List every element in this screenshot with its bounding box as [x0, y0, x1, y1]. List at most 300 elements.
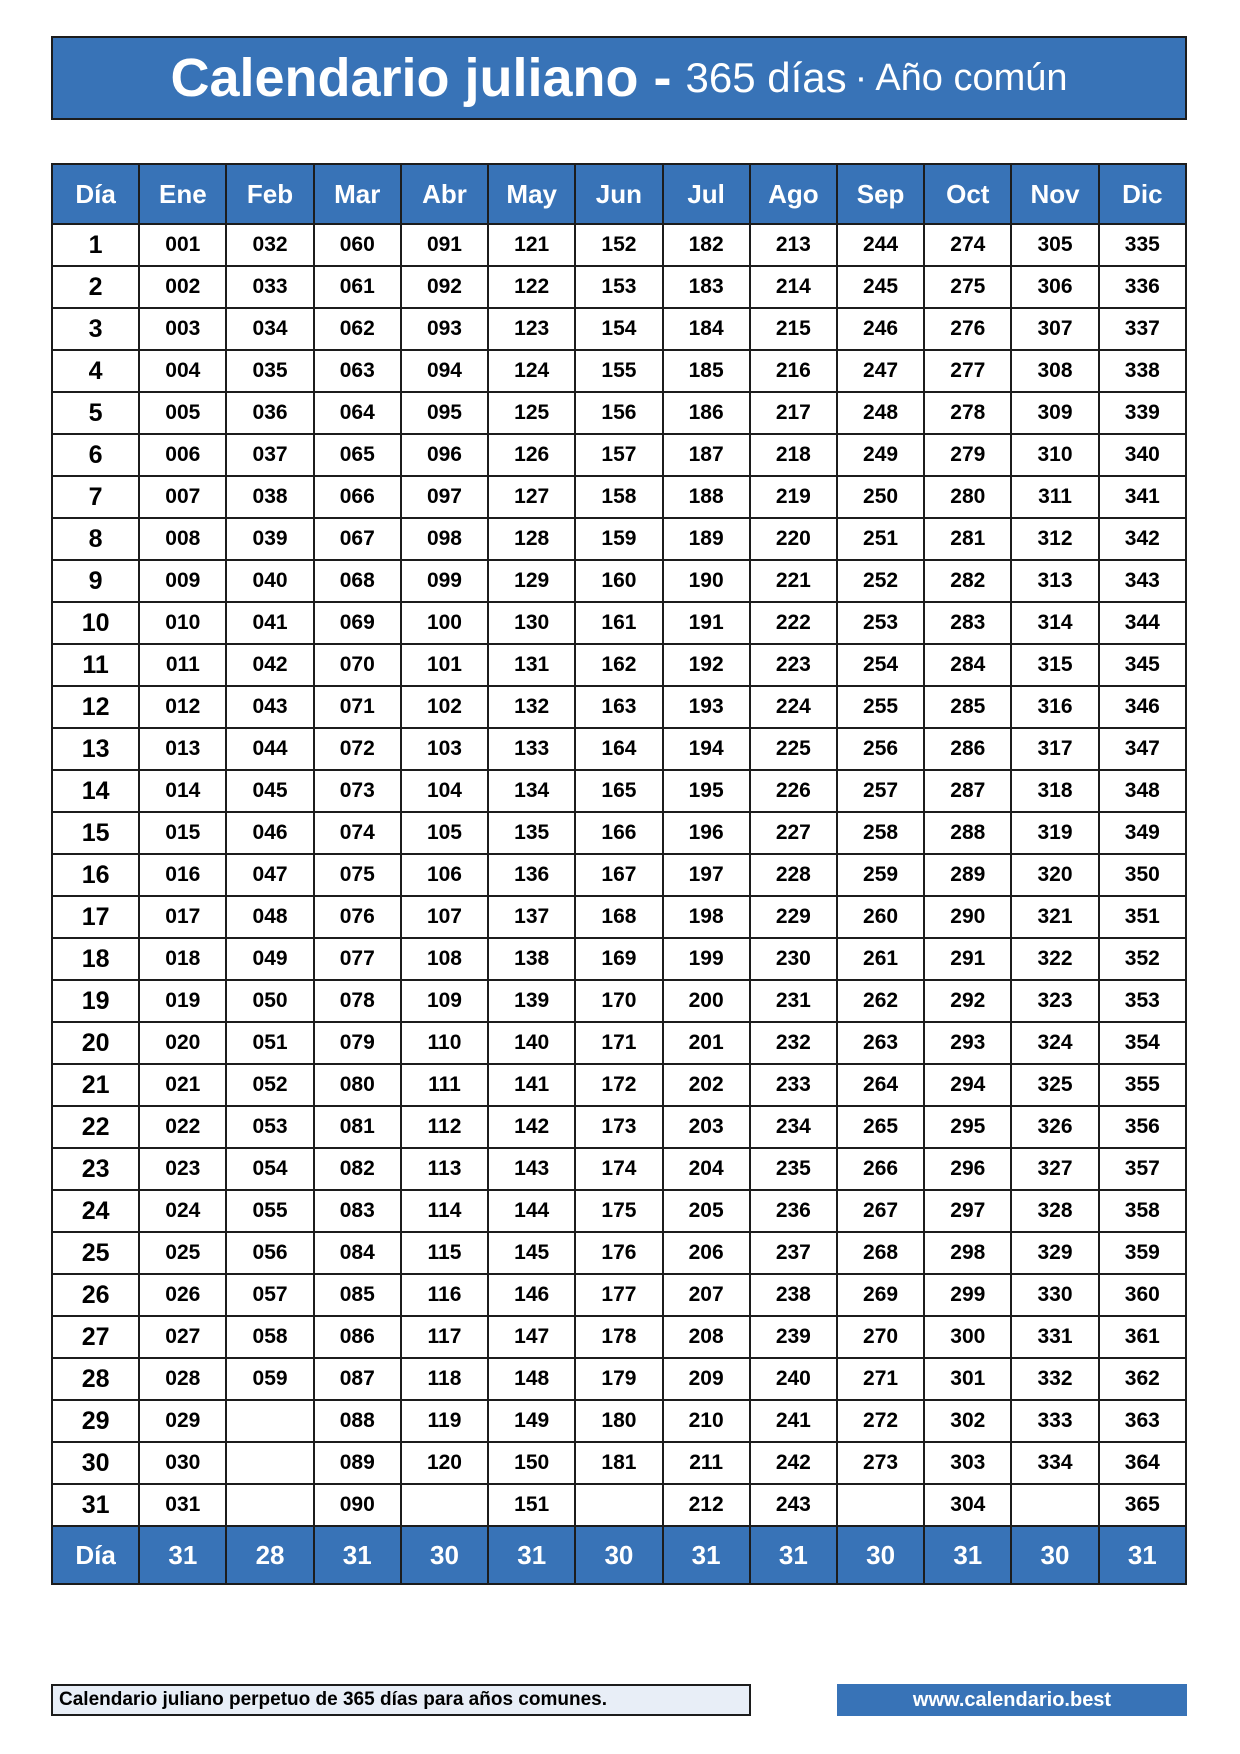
julian-day-cell: 018: [139, 938, 226, 980]
julian-day-cell: 179: [575, 1358, 662, 1400]
julian-day-cell: 037: [226, 434, 313, 476]
header-month: Oct: [924, 164, 1011, 224]
day-number-cell: 18: [52, 938, 139, 980]
julian-day-cell: 118: [401, 1358, 488, 1400]
julian-day-cell: 287: [924, 770, 1011, 812]
day-number-cell: 26: [52, 1274, 139, 1316]
julian-day-cell: 109: [401, 980, 488, 1022]
julian-day-cell: 182: [663, 224, 750, 266]
table-row: [52, 644, 1186, 686]
julian-day-cell: 202: [663, 1064, 750, 1106]
julian-day-cell: 186: [663, 392, 750, 434]
julian-day-cell: 365: [1099, 1484, 1186, 1526]
julian-day-cell: 107: [401, 896, 488, 938]
julian-day-cell: 324: [1011, 1022, 1098, 1064]
julian-day-cell: 191: [663, 602, 750, 644]
julian-day-cell: 245: [837, 266, 924, 308]
julian-day-cell: 299: [924, 1274, 1011, 1316]
julian-day-cell: 122: [488, 266, 575, 308]
julian-day-cell: 227: [750, 812, 837, 854]
julian-day-cell: 345: [1099, 644, 1186, 686]
julian-day-cell: 025: [139, 1232, 226, 1274]
julian-day-cell: 012: [139, 686, 226, 728]
website-link[interactable]: www.calendario.best: [837, 1684, 1187, 1716]
table-row: [52, 1442, 1186, 1484]
month-day-count: 31: [314, 1526, 401, 1584]
julian-day-cell: 268: [837, 1232, 924, 1274]
julian-day-cell: 244: [837, 224, 924, 266]
julian-day-cell: 323: [1011, 980, 1098, 1022]
julian-day-cell: 128: [488, 518, 575, 560]
julian-day-cell: 335: [1099, 224, 1186, 266]
month-day-count: 30: [401, 1526, 488, 1584]
julian-day-cell: 264: [837, 1064, 924, 1106]
table-row: [52, 980, 1186, 1022]
julian-day-cell: 218: [750, 434, 837, 476]
julian-day-cell: 083: [314, 1190, 401, 1232]
julian-day-cell: 026: [139, 1274, 226, 1316]
julian-day-cell: 325: [1011, 1064, 1098, 1106]
julian-day-cell: 275: [924, 266, 1011, 308]
julian-day-cell: 058: [226, 1316, 313, 1358]
day-number-cell: 23: [52, 1148, 139, 1190]
footer-day-label: Día: [52, 1526, 139, 1584]
day-number-cell: 4: [52, 350, 139, 392]
julian-day-cell: 175: [575, 1190, 662, 1232]
julian-day-cell: 166: [575, 812, 662, 854]
julian-day-cell: 052: [226, 1064, 313, 1106]
header-month: May: [488, 164, 575, 224]
julian-day-cell: 081: [314, 1106, 401, 1148]
julian-day-cell: 283: [924, 602, 1011, 644]
julian-day-cell: 205: [663, 1190, 750, 1232]
julian-day-cell: 295: [924, 1106, 1011, 1148]
julian-day-cell: 348: [1099, 770, 1186, 812]
julian-day-cell: 237: [750, 1232, 837, 1274]
julian-day-cell: 251: [837, 518, 924, 560]
month-day-count: 31: [750, 1526, 837, 1584]
julian-day-cell: 286: [924, 728, 1011, 770]
julian-day-cell: 165: [575, 770, 662, 812]
julian-day-cell: 074: [314, 812, 401, 854]
julian-day-cell: 276: [924, 308, 1011, 350]
julian-day-cell: 057: [226, 1274, 313, 1316]
julian-day-cell: 217: [750, 392, 837, 434]
julian-day-cell: 241: [750, 1400, 837, 1442]
julian-day-cell: 342: [1099, 518, 1186, 560]
julian-day-cell: 119: [401, 1400, 488, 1442]
julian-day-cell: 284: [924, 644, 1011, 686]
julian-day-cell: 339: [1099, 392, 1186, 434]
julian-day-cell: 144: [488, 1190, 575, 1232]
julian-day-cell: 272: [837, 1400, 924, 1442]
julian-day-cell: 172: [575, 1064, 662, 1106]
julian-day-cell: 072: [314, 728, 401, 770]
julian-day-cell: 337: [1099, 308, 1186, 350]
julian-day-cell: 290: [924, 896, 1011, 938]
julian-day-cell: 343: [1099, 560, 1186, 602]
day-number-cell: 21: [52, 1064, 139, 1106]
julian-day-cell: 157: [575, 434, 662, 476]
julian-day-cell: [837, 1484, 924, 1526]
julian-day-cell: 064: [314, 392, 401, 434]
julian-day-cell: 289: [924, 854, 1011, 896]
julian-day-cell: 010: [139, 602, 226, 644]
julian-day-cell: 190: [663, 560, 750, 602]
julian-day-cell: 266: [837, 1148, 924, 1190]
julian-day-cell: 075: [314, 854, 401, 896]
month-day-count: 31: [924, 1526, 1011, 1584]
julian-day-cell: 110: [401, 1022, 488, 1064]
julian-day-cell: 320: [1011, 854, 1098, 896]
julian-day-cell: 221: [750, 560, 837, 602]
julian-day-cell: 304: [924, 1484, 1011, 1526]
julian-day-cell: 084: [314, 1232, 401, 1274]
julian-day-cell: 220: [750, 518, 837, 560]
table-row: [52, 686, 1186, 728]
julian-day-cell: 035: [226, 350, 313, 392]
julian-day-cell: 176: [575, 1232, 662, 1274]
julian-day-cell: 042: [226, 644, 313, 686]
julian-day-cell: 330: [1011, 1274, 1098, 1316]
julian-day-cell: 177: [575, 1274, 662, 1316]
julian-day-cell: 298: [924, 1232, 1011, 1274]
header-row: [52, 164, 1186, 224]
day-number-cell: 7: [52, 476, 139, 518]
julian-day-cell: 207: [663, 1274, 750, 1316]
julian-day-cell: 065: [314, 434, 401, 476]
day-number-cell: 22: [52, 1106, 139, 1148]
table-row: [52, 476, 1186, 518]
table-row: [52, 938, 1186, 980]
julian-day-cell: 184: [663, 308, 750, 350]
julian-day-cell: 247: [837, 350, 924, 392]
julian-day-cell: 232: [750, 1022, 837, 1064]
julian-day-cell: 198: [663, 896, 750, 938]
julian-day-cell: 062: [314, 308, 401, 350]
table-row: [52, 896, 1186, 938]
julian-day-cell: 185: [663, 350, 750, 392]
month-day-count: 31: [139, 1526, 226, 1584]
julian-day-cell: 089: [314, 1442, 401, 1484]
table-row: [52, 1190, 1186, 1232]
julian-day-cell: 265: [837, 1106, 924, 1148]
julian-day-cell: 068: [314, 560, 401, 602]
julian-day-cell: 104: [401, 770, 488, 812]
julian-day-cell: 297: [924, 1190, 1011, 1232]
julian-day-cell: 353: [1099, 980, 1186, 1022]
julian-day-cell: 216: [750, 350, 837, 392]
julian-day-cell: 334: [1011, 1442, 1098, 1484]
julian-day-cell: 067: [314, 518, 401, 560]
day-number-cell: 20: [52, 1022, 139, 1064]
julian-day-cell: 094: [401, 350, 488, 392]
julian-day-cell: 117: [401, 1316, 488, 1358]
julian-day-cell: 039: [226, 518, 313, 560]
julian-day-cell: 154: [575, 308, 662, 350]
julian-day-cell: 034: [226, 308, 313, 350]
julian-day-cell: 364: [1099, 1442, 1186, 1484]
month-day-count: 31: [663, 1526, 750, 1584]
julian-day-cell: 230: [750, 938, 837, 980]
table-row: [52, 350, 1186, 392]
julian-day-cell: 257: [837, 770, 924, 812]
julian-day-cell: 305: [1011, 224, 1098, 266]
day-number-cell: 27: [52, 1316, 139, 1358]
julian-day-cell: 131: [488, 644, 575, 686]
julian-day-cell: 073: [314, 770, 401, 812]
julian-day-cell: 312: [1011, 518, 1098, 560]
footer-row: [52, 1526, 1186, 1584]
julian-day-cell: 001: [139, 224, 226, 266]
julian-day-cell: 077: [314, 938, 401, 980]
day-number-cell: 11: [52, 644, 139, 686]
julian-day-cell: 014: [139, 770, 226, 812]
julian-day-cell: 180: [575, 1400, 662, 1442]
julian-day-cell: 017: [139, 896, 226, 938]
title-year-type: Año común: [875, 56, 1068, 99]
julian-day-cell: 278: [924, 392, 1011, 434]
julian-day-cell: 209: [663, 1358, 750, 1400]
julian-day-cell: 212: [663, 1484, 750, 1526]
day-number-cell: 1: [52, 224, 139, 266]
julian-day-cell: 004: [139, 350, 226, 392]
julian-day-cell: 314: [1011, 602, 1098, 644]
julian-day-cell: 015: [139, 812, 226, 854]
julian-day-cell: 076: [314, 896, 401, 938]
julian-day-cell: 233: [750, 1064, 837, 1106]
julian-day-cell: 201: [663, 1022, 750, 1064]
julian-day-cell: 044: [226, 728, 313, 770]
julian-day-cell: 204: [663, 1148, 750, 1190]
julian-day-cell: 292: [924, 980, 1011, 1022]
julian-day-cell: 090: [314, 1484, 401, 1526]
page-title: [51, 36, 1187, 120]
julian-day-cell: 296: [924, 1148, 1011, 1190]
julian-day-cell: 291: [924, 938, 1011, 980]
julian-day-cell: 061: [314, 266, 401, 308]
julian-day-cell: 282: [924, 560, 1011, 602]
julian-day-cell: 358: [1099, 1190, 1186, 1232]
julian-day-cell: 036: [226, 392, 313, 434]
julian-day-cell: 329: [1011, 1232, 1098, 1274]
julian-day-cell: 045: [226, 770, 313, 812]
julian-day-cell: 098: [401, 518, 488, 560]
julian-day-cell: 112: [401, 1106, 488, 1148]
julian-day-cell: 160: [575, 560, 662, 602]
julian-day-cell: 242: [750, 1442, 837, 1484]
julian-day-cell: 173: [575, 1106, 662, 1148]
julian-day-cell: 133: [488, 728, 575, 770]
julian-day-cell: 138: [488, 938, 575, 980]
julian-day-cell: 022: [139, 1106, 226, 1148]
julian-day-cell: 226: [750, 770, 837, 812]
julian-day-cell: 279: [924, 434, 1011, 476]
julian-day-cell: 016: [139, 854, 226, 896]
julian-day-cell: 033: [226, 266, 313, 308]
day-number-cell: 24: [52, 1190, 139, 1232]
julian-day-cell: 208: [663, 1316, 750, 1358]
julian-day-cell: 313: [1011, 560, 1098, 602]
julian-day-cell: 123: [488, 308, 575, 350]
julian-day-cell: 108: [401, 938, 488, 980]
julian-day-cell: 261: [837, 938, 924, 980]
julian-day-cell: 007: [139, 476, 226, 518]
julian-day-cell: 093: [401, 308, 488, 350]
julian-day-cell: [1011, 1484, 1098, 1526]
day-number-cell: 13: [52, 728, 139, 770]
julian-day-cell: 127: [488, 476, 575, 518]
julian-day-cell: [401, 1484, 488, 1526]
julian-day-cell: 013: [139, 728, 226, 770]
julian-day-cell: 105: [401, 812, 488, 854]
julian-day-cell: 096: [401, 434, 488, 476]
day-number-cell: 9: [52, 560, 139, 602]
julian-calendar-table: [51, 163, 1187, 1585]
julian-day-cell: 255: [837, 686, 924, 728]
julian-day-cell: 206: [663, 1232, 750, 1274]
julian-day-cell: 333: [1011, 1400, 1098, 1442]
month-day-count: 30: [1011, 1526, 1098, 1584]
julian-day-cell: 254: [837, 644, 924, 686]
table-row: [52, 434, 1186, 476]
julian-day-cell: 140: [488, 1022, 575, 1064]
julian-day-cell: [226, 1400, 313, 1442]
footer-note: Calendario juliano perpetuo de 365 días para años comunes.: [51, 1684, 751, 1716]
julian-day-cell: 130: [488, 602, 575, 644]
julian-day-cell: 235: [750, 1148, 837, 1190]
table-row: [52, 1022, 1186, 1064]
table-row: [52, 1232, 1186, 1274]
table-row: [52, 1106, 1186, 1148]
julian-day-cell: 354: [1099, 1022, 1186, 1064]
julian-day-cell: 228: [750, 854, 837, 896]
julian-day-cell: 302: [924, 1400, 1011, 1442]
julian-day-cell: 143: [488, 1148, 575, 1190]
julian-day-cell: 125: [488, 392, 575, 434]
header-month: Feb: [226, 164, 313, 224]
julian-day-cell: 253: [837, 602, 924, 644]
julian-day-cell: 152: [575, 224, 662, 266]
julian-day-cell: 192: [663, 644, 750, 686]
julian-day-cell: 359: [1099, 1232, 1186, 1274]
julian-day-cell: 361: [1099, 1316, 1186, 1358]
julian-day-cell: 219: [750, 476, 837, 518]
julian-day-cell: 155: [575, 350, 662, 392]
julian-day-cell: 303: [924, 1442, 1011, 1484]
julian-day-cell: 060: [314, 224, 401, 266]
julian-day-cell: 099: [401, 560, 488, 602]
julian-day-cell: 156: [575, 392, 662, 434]
julian-day-cell: 288: [924, 812, 1011, 854]
julian-day-cell: 167: [575, 854, 662, 896]
julian-day-cell: 050: [226, 980, 313, 1022]
day-number-cell: 17: [52, 896, 139, 938]
julian-day-cell: 097: [401, 476, 488, 518]
julian-day-cell: 031: [139, 1484, 226, 1526]
julian-day-cell: 148: [488, 1358, 575, 1400]
julian-day-cell: 145: [488, 1232, 575, 1274]
day-number-cell: 6: [52, 434, 139, 476]
julian-day-cell: 056: [226, 1232, 313, 1274]
julian-day-cell: 338: [1099, 350, 1186, 392]
julian-day-cell: 273: [837, 1442, 924, 1484]
julian-day-cell: 234: [750, 1106, 837, 1148]
title-separator: ·: [854, 56, 868, 99]
julian-day-cell: 029: [139, 1400, 226, 1442]
julian-day-cell: 197: [663, 854, 750, 896]
julian-day-cell: 194: [663, 728, 750, 770]
julian-day-cell: 281: [924, 518, 1011, 560]
julian-day-cell: 267: [837, 1190, 924, 1232]
julian-day-cell: 079: [314, 1022, 401, 1064]
julian-day-cell: 183: [663, 266, 750, 308]
table-row: [52, 1358, 1186, 1400]
table-row: [52, 518, 1186, 560]
julian-day-cell: 349: [1099, 812, 1186, 854]
julian-day-cell: 352: [1099, 938, 1186, 980]
julian-day-cell: 139: [488, 980, 575, 1022]
julian-day-cell: 095: [401, 392, 488, 434]
julian-day-cell: 357: [1099, 1148, 1186, 1190]
julian-day-cell: 049: [226, 938, 313, 980]
julian-day-cell: 307: [1011, 308, 1098, 350]
julian-day-cell: 163: [575, 686, 662, 728]
julian-day-cell: 285: [924, 686, 1011, 728]
table-row: [52, 266, 1186, 308]
julian-day-cell: 116: [401, 1274, 488, 1316]
julian-day-cell: 135: [488, 812, 575, 854]
julian-day-cell: 046: [226, 812, 313, 854]
month-day-count: 31: [1099, 1526, 1186, 1584]
title-subtitle: 365 días: [685, 54, 847, 101]
julian-day-cell: [226, 1442, 313, 1484]
julian-day-cell: 344: [1099, 602, 1186, 644]
table-row: [52, 1484, 1186, 1526]
table-row: [52, 1064, 1186, 1106]
julian-day-cell: 041: [226, 602, 313, 644]
julian-day-cell: [575, 1484, 662, 1526]
julian-day-cell: 243: [750, 1484, 837, 1526]
day-number-cell: 15: [52, 812, 139, 854]
table-row: [52, 1316, 1186, 1358]
julian-day-cell: [226, 1484, 313, 1526]
julian-day-cell: 187: [663, 434, 750, 476]
day-number-cell: 16: [52, 854, 139, 896]
julian-day-cell: 087: [314, 1358, 401, 1400]
julian-day-cell: 210: [663, 1400, 750, 1442]
julian-day-cell: 363: [1099, 1400, 1186, 1442]
julian-day-cell: 315: [1011, 644, 1098, 686]
julian-day-cell: 132: [488, 686, 575, 728]
julian-day-cell: 009: [139, 560, 226, 602]
julian-day-cell: 225: [750, 728, 837, 770]
julian-day-cell: 195: [663, 770, 750, 812]
julian-day-cell: 260: [837, 896, 924, 938]
julian-day-cell: 328: [1011, 1190, 1098, 1232]
julian-day-cell: 114: [401, 1190, 488, 1232]
day-number-cell: 30: [52, 1442, 139, 1484]
julian-day-cell: 256: [837, 728, 924, 770]
day-number-cell: 14: [52, 770, 139, 812]
julian-day-cell: 159: [575, 518, 662, 560]
julian-day-cell: 211: [663, 1442, 750, 1484]
julian-day-cell: 199: [663, 938, 750, 980]
julian-day-cell: 274: [924, 224, 1011, 266]
header-month: Ene: [139, 164, 226, 224]
julian-day-cell: 222: [750, 602, 837, 644]
table-row: [52, 854, 1186, 896]
